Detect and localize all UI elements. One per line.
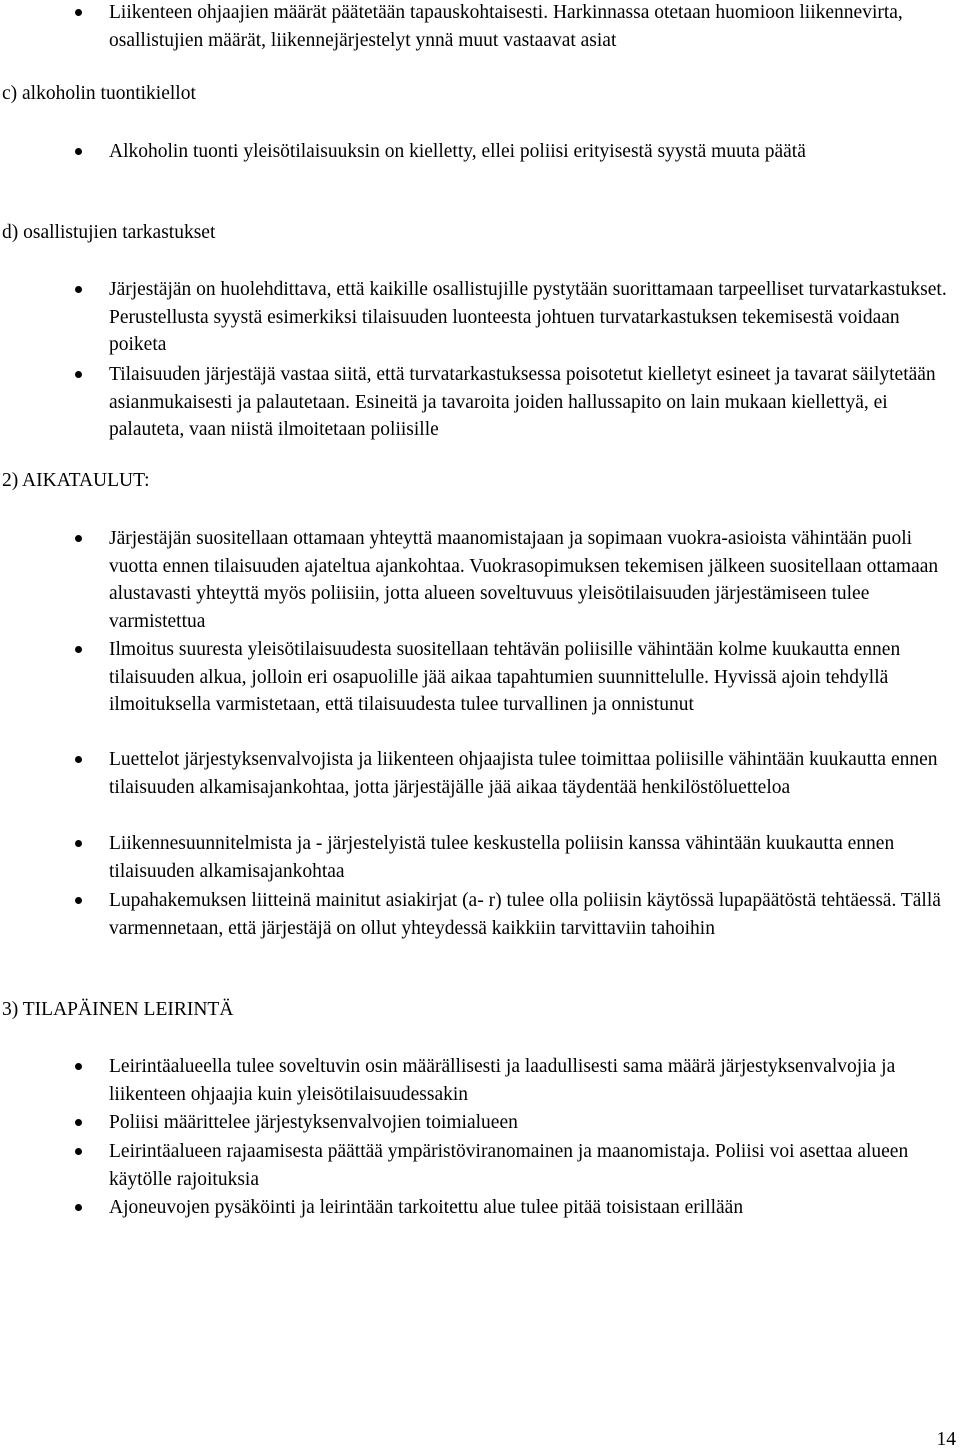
section-heading-inspections: d) osallistujien tarkastukset bbox=[2, 222, 216, 243]
bullet-item-landowner-contact: Järjestäjän suositellaan ottamaan yhteyttä maanomistajaan ja sopimaan vuokra-asioista vähintään puoli vuotta ennen tilaisuuden ajateltua ajankohtaa. Vuokrasopimuksen tekemisen jälkeen suositellaan ottamaan alustavasti yhteyttä myös poliisiin, jotta alueen soveltuvuus yleisötilaisuuden järjestämiseen tulee varmistettua bbox=[109, 525, 959, 635]
bullet-item-traffic-plans: Liikennesuunnitelmista ja - järjestelyistä tulee keskustella poliisin kanssa vähintään kuukautta ennen tilaisuuden alkamisajankohtaa bbox=[109, 830, 959, 885]
bullet-item-security-checks: Järjestäjän on huolehdittava, että kaikille osallistujille pystytään suorittamaan tarpeelliset turvatarkastukset. Perustellusta syystä esimerkiksi tilaisuuden luonteesta johtuen turvatarkastuksen tekemisestä voidaan poiketa bbox=[109, 276, 959, 359]
bullet-item-application-documents: Lupahakemuksen liitteinä mainitut asiakirjat (a- r) tulee olla poliisin käytössä lupapäätöstä tehtäessä. Tällä varmennetaan, että järjestäjä on ollut yhteydessä kaikkiin tarvittaviin tahoihin bbox=[109, 887, 959, 942]
page-number: 14 bbox=[936, 1429, 956, 1450]
bullet-item-camping-staff: Leirintäalueella tulee soveltuvin osin määrällisesti ja laadullisesti sama määrä järjestyksenvalvojia ja liikenteen ohjaajia kuin yleisötilaisuudessakin bbox=[109, 1053, 959, 1108]
section-heading-alcohol: c) alkoholin tuontikiellot bbox=[2, 83, 196, 104]
bullet-item-traffic-controllers: Liikenteen ohjaajien määrät päätetään tapauskohtaisesti. Harkinnassa otetaan huomioon liikennevirta, osallistujien määrät, liikennejärjestelyt ynnä muut vastaavat asiat bbox=[109, 0, 959, 54]
bullet-item-staff-lists: Luettelot järjestyksenvalvojista ja liikenteen ohjaajista tulee toimittaa poliisille vähintään kuukautta ennen tilaisuuden alkamisajankohtaa, jotta järjestäjälle jää aikaa täydentää henkilöstöluetteloa bbox=[109, 746, 959, 801]
bullet-item-parking-separation: Ajoneuvojen pysäköinti ja leirintään tarkoitettu alue tulee pitää toisistaan erillään bbox=[109, 1194, 959, 1222]
bullet-item-alcohol-ban: Alkoholin tuonti yleisötilaisuuksin on kielletty, ellei poliisi erityisestä syystä muuta päätä bbox=[109, 138, 959, 166]
bullet-item-event-notification: Ilmoitus suuresta yleisötilaisuudesta suositellaan tehtävän poliisille vähintään kolme kuukautta ennen tilaisuuden alkua, jolloin eri osapuolille jää aikaa tapahtumien suunnittelulle. Hyvissä ajoin tehdyllä ilmoituksella varmistetaan, että tilaisuudesta tulee turvallinen ja onnistunut bbox=[109, 636, 959, 719]
bullet-item-confiscated-items: Tilaisuuden järjestäjä vastaa siitä, että turvatarkastuksessa poisotetut kielletyt esineet ja tavarat säilytetään asianmukaisesti ja palautetaan. Esineitä ja tavaroita joiden hallussapito on lain mukaan kiellettyä, ei palauteta, vaan niistä ilmoitetaan poliisille bbox=[109, 361, 959, 444]
bullet-item-police-area: Poliisi määrittelee järjestyksenvalvojien toimialueen bbox=[109, 1109, 959, 1137]
section-heading-camping: 3) TILAPÄINEN LEIRINTÄ bbox=[2, 999, 234, 1020]
bullet-item-area-boundaries: Leirintäalueen rajaamisesta päättää ympäristöviranomainen ja maanomistaja. Poliisi voi asettaa alueen käytölle rajoituksia bbox=[109, 1138, 959, 1193]
section-heading-schedules: 2) AIKATAULUT: bbox=[2, 470, 150, 491]
